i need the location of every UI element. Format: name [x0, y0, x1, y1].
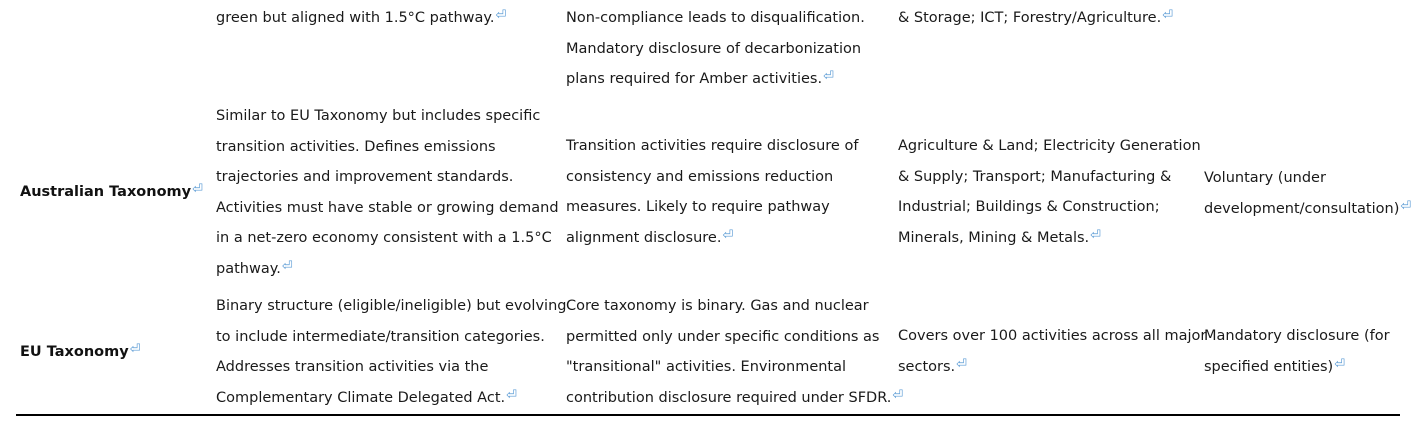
paragraph-mark-icon: ⏎: [129, 342, 141, 357]
sectors-cell: [898, 321, 1206, 382]
description-cell: [216, 101, 559, 284]
row-name-cell: EU Taxonomy⏎: [20, 337, 141, 369]
disclosure-cell: [566, 3, 865, 95]
paragraph-mark-icon: ⏎: [192, 182, 204, 197]
text-line: Agriculture & Land; Electricity Generation: [898, 138, 1201, 154]
text-line: measures. Likely to require pathway: [566, 199, 830, 215]
status-cell: [1204, 163, 1411, 224]
paragraph-mark-icon: ⏎: [722, 227, 734, 243]
text-line: specified entities)⏎: [1204, 352, 1390, 383]
text-line: Similar to EU Taxonomy but includes specific: [216, 108, 541, 124]
text-line: & Supply; Transport; Manufacturing &: [898, 168, 1172, 185]
text-line: & Storage; ICT; Forestry/Agriculture.⏎: [898, 3, 1173, 34]
text-line: permitted only under specific conditions as: [566, 328, 880, 345]
text-line: alignment disclosure.⏎: [566, 223, 858, 254]
text-line: plans required for Amber activities.⏎: [566, 64, 865, 95]
text-line: "transitional" activities. Environmental: [566, 359, 847, 375]
text-line: trajectories and improvement standards.: [216, 169, 514, 185]
text-line: Core taxonomy is binary. Gas and nuclear: [566, 298, 869, 314]
paragraph-mark-icon: ⏎: [1162, 8, 1174, 23]
text-line: Mandatory disclosure (for: [1204, 328, 1390, 344]
text-line: Transition activities require disclosure of: [566, 138, 859, 154]
paragraph-mark-icon: ⏎: [956, 356, 968, 372]
text-line: in a net-zero economy consistent with a 1.5°C: [216, 230, 552, 246]
text-line: Complementary Climate Delegated Act.⏎: [216, 383, 566, 414]
text-line: Industrial; Buildings & Construction;: [898, 199, 1160, 215]
paragraph-mark-icon: ⏎: [1400, 198, 1412, 214]
text-line: Activities must have stable or growing demand: [216, 199, 559, 216]
sectors-cell: [898, 3, 1173, 34]
text-line: consistency and emissions reduction: [566, 168, 834, 185]
text-line: contribution disclosure required under SFDR.⏎: [566, 383, 903, 414]
paragraph-mark-icon: ⏎: [1090, 227, 1102, 243]
text-line: Mandatory disclosure of decarbonization: [566, 40, 862, 57]
paragraph-mark-icon: ⏎: [1334, 356, 1346, 372]
row-name-cell: Australian Taxonomy⏎: [20, 177, 203, 209]
text-line: sectors.⏎: [898, 352, 1206, 383]
disclosure-cell: [566, 131, 858, 253]
text-line: transition activities. Defines emissions: [216, 138, 496, 155]
paragraph-mark-icon: ⏎: [281, 258, 293, 274]
text-line: Covers over 100 activities across all major: [898, 328, 1207, 344]
table-bottom-border: [16, 414, 1400, 416]
disclosure-cell: [566, 291, 903, 413]
paragraph-mark-icon: ⏎: [495, 8, 507, 23]
paragraph-mark-icon: ⏎: [823, 69, 835, 84]
text-line: development/consultation)⏎: [1204, 194, 1411, 225]
text-line: Voluntary (under: [1204, 170, 1326, 186]
sectors-cell: [898, 131, 1201, 253]
paragraph-mark-icon: ⏎: [506, 387, 518, 403]
text-line: to include intermediate/transition categories.: [216, 328, 545, 345]
paragraph-mark-icon: ⏎: [892, 387, 904, 403]
description-cell: [216, 291, 566, 413]
text-line: Binary structure (eligible/ineligible) but evolving: [216, 298, 567, 314]
text-line: pathway.⏎: [216, 254, 559, 285]
text-line: Non-compliance leads to disqualification.: [566, 10, 865, 26]
text-line: Minerals, Mining & Metals.⏎: [898, 223, 1201, 254]
text-line: green but aligned with 1.5°C pathway.⏎: [216, 3, 506, 34]
status-cell: [1204, 321, 1390, 382]
text-line: Addresses transition activities via the: [216, 359, 489, 375]
description-cell: [216, 3, 506, 34]
